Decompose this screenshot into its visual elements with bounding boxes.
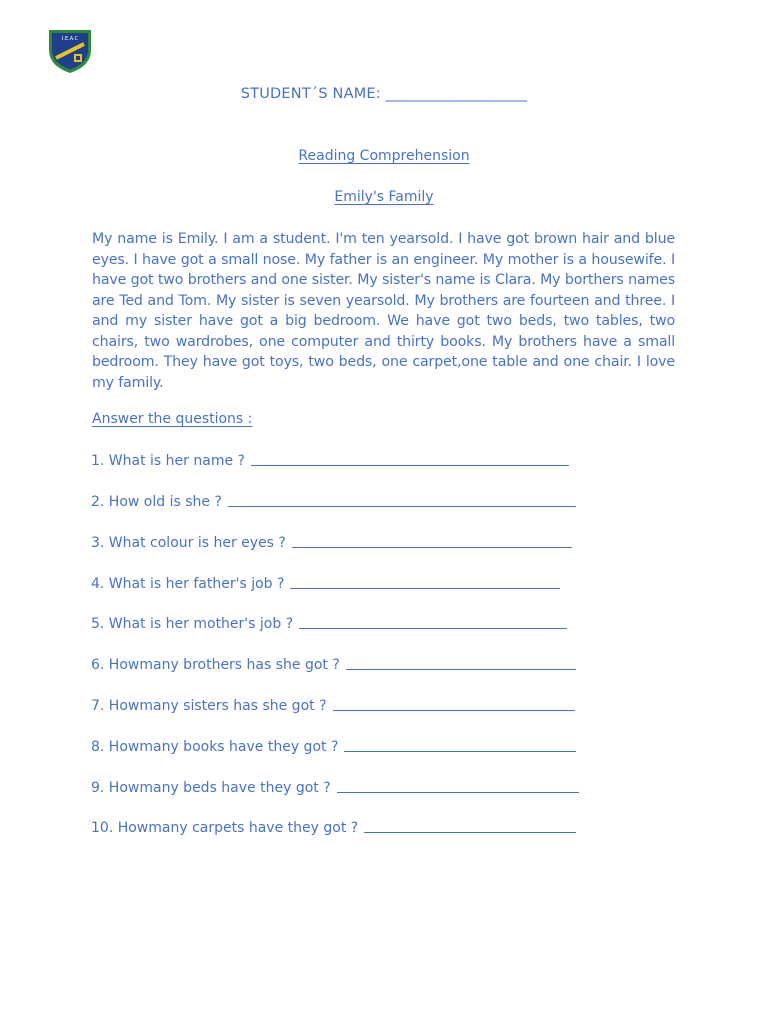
question-text: 4. What is her father's job ? [91, 576, 285, 592]
question-item [91, 453, 569, 469]
instructions-heading: Answer the questions : [92, 411, 253, 427]
answer-line[interactable] [344, 751, 576, 752]
question-item [91, 820, 576, 836]
question-item [91, 494, 576, 510]
question-text: 8. Howmany books have they got ? [91, 739, 339, 755]
question-item [91, 535, 572, 551]
answer-line[interactable] [299, 628, 567, 629]
story-title: Emily's Family [334, 189, 434, 205]
answer-line[interactable] [290, 588, 560, 589]
svg-text:I.E.A.C: I.E.A.C [61, 36, 79, 42]
question-item [91, 616, 567, 632]
question-text: 6. Howmany brothers has she got ? [91, 657, 340, 673]
answer-line[interactable] [228, 506, 576, 507]
answer-line[interactable] [333, 710, 575, 711]
question-item [91, 576, 560, 592]
question-text: 9. Howmany beds have they got ? [91, 780, 331, 796]
answer-line[interactable] [292, 547, 572, 548]
activity-title: Reading Comprehension [298, 148, 470, 164]
reading-passage: My name is Emily. I am a student. I'm ten yearsold. I have got brown hair and blue eyes. I have got a small nose. My father is an engineer. My mother is a housewife. I have got two brothers and one sister. My sister's name is Clara. My borthers names are Ted and Tom. My sister is seven yearsold. My brothers are fourteen and three. I and my sister have got a big bedroom. We have got two beds, two tables, two chairs, two wardrobes, one computer and thirty books. My brothers have a small bedroom. They have got toys, two beds, one carpet,one table and one chair. I love my family. [92, 231, 675, 391]
question-text: 10. Howmany carpets have they got ? [91, 820, 359, 836]
answer-line[interactable] [337, 792, 579, 793]
answer-line[interactable] [364, 832, 576, 833]
question-text: 3. What colour is her eyes ? [91, 535, 286, 551]
question-text: 2. How old is she ? [91, 494, 222, 510]
answer-line[interactable] [251, 465, 569, 466]
question-item [91, 698, 575, 714]
question-item [91, 739, 576, 755]
school-crest-logo [46, 24, 94, 74]
student-name-field[interactable]: STUDENT´S NAME: ___________________ [240, 86, 528, 102]
answer-line[interactable] [346, 669, 576, 670]
question-item [91, 657, 576, 673]
question-text: 1. What is her name ? [91, 453, 245, 469]
question-text: 7. Howmany sisters has she got ? [91, 698, 327, 714]
question-text: 5. What is her mother's job ? [91, 616, 294, 632]
question-item [91, 780, 579, 796]
